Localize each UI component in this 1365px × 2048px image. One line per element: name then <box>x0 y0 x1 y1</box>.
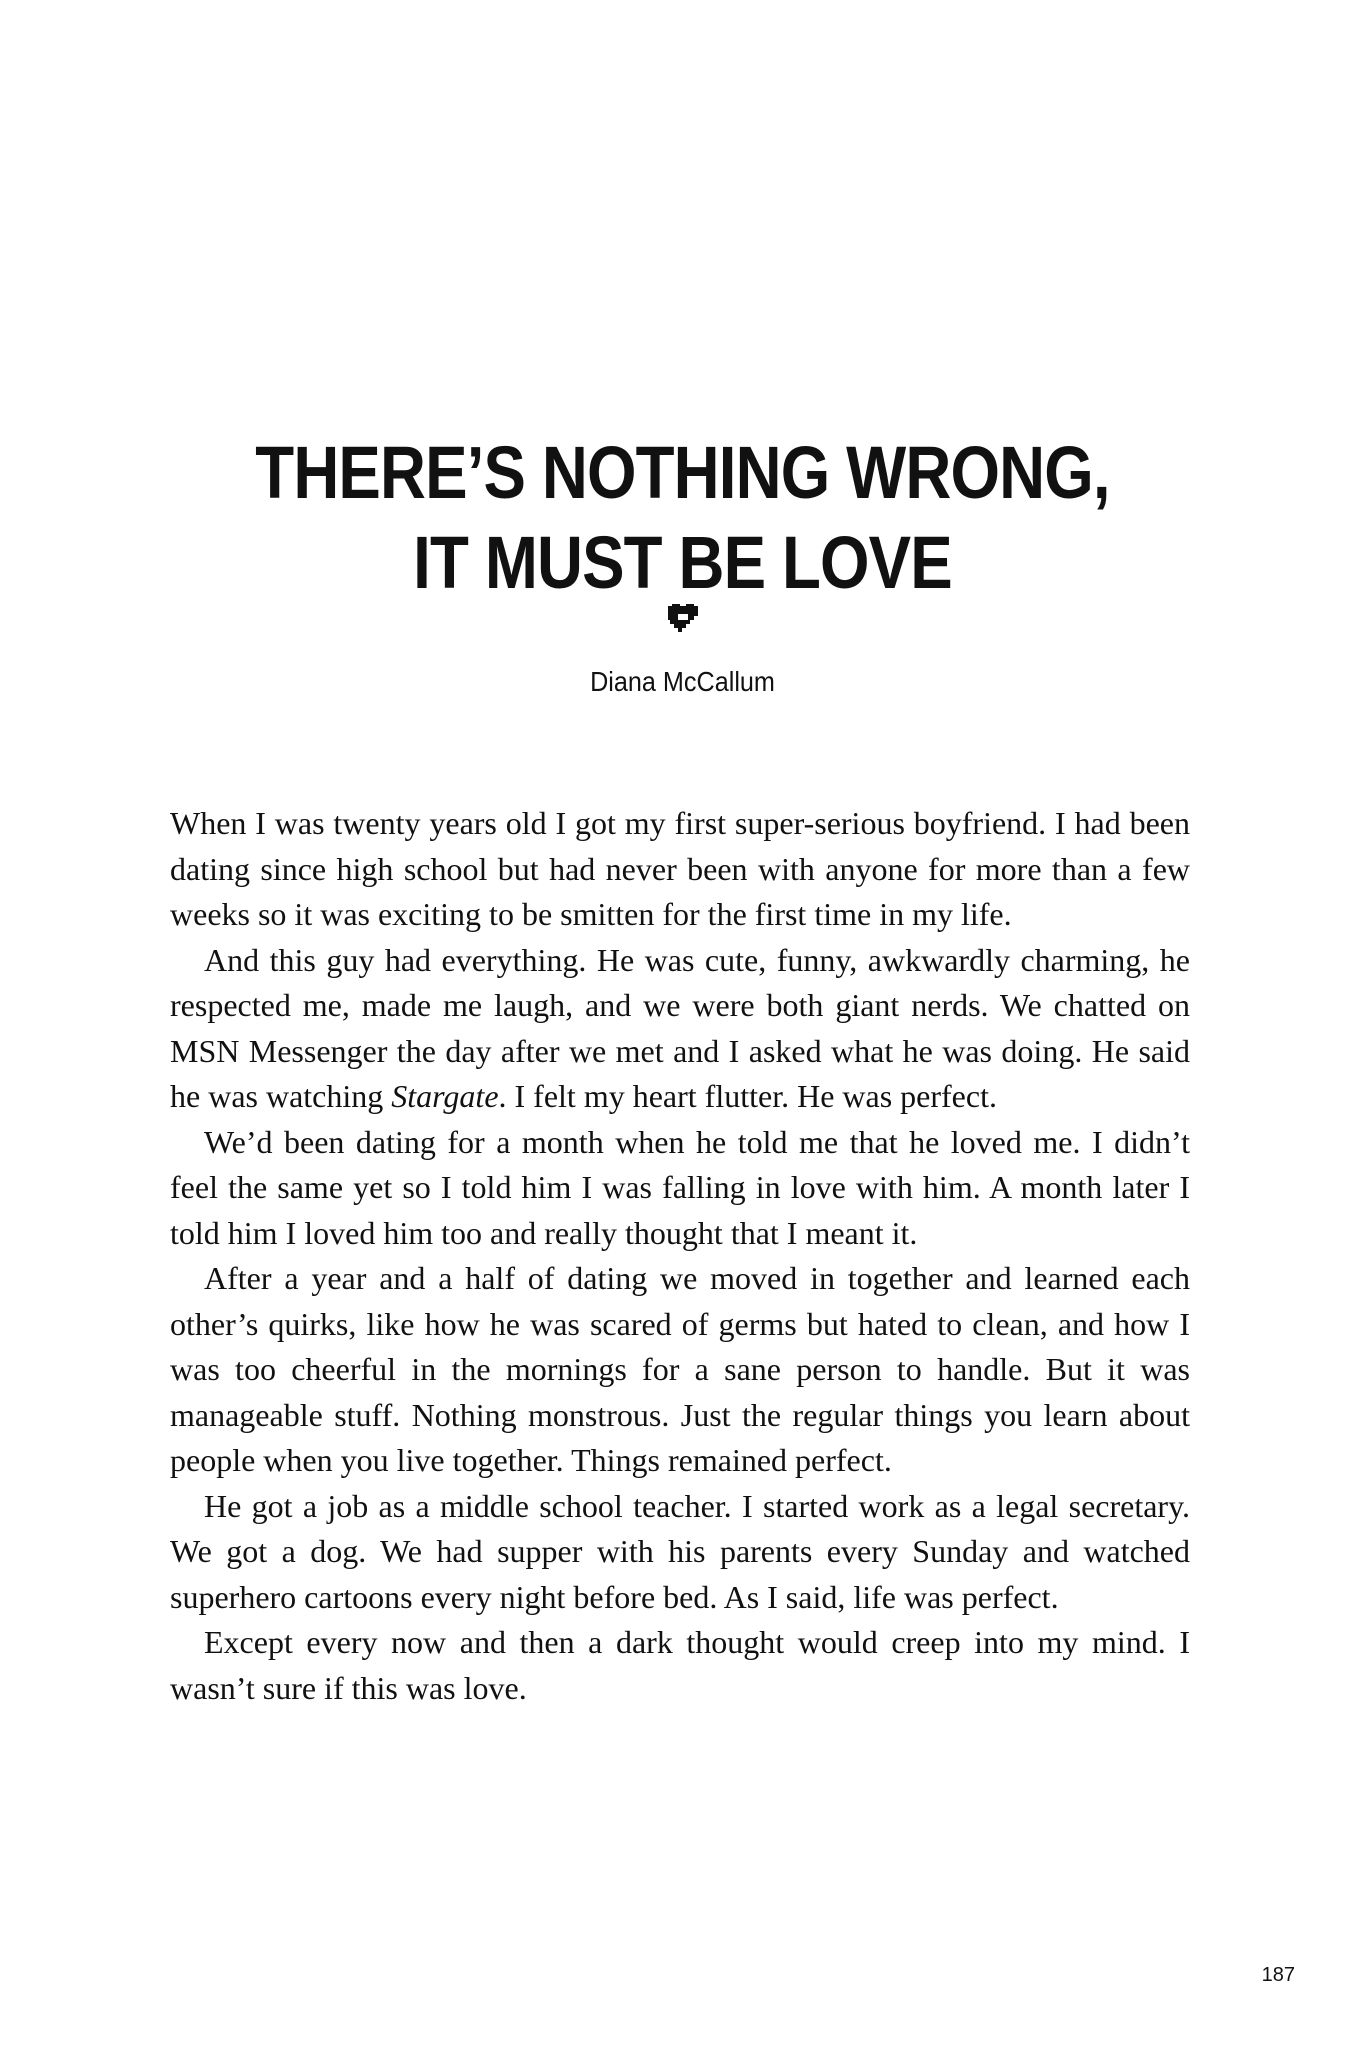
author-name: Diana McCallum <box>590 666 775 697</box>
pixel-heart-icon <box>668 604 698 632</box>
paragraph <box>170 1120 1190 1257</box>
italic-title: Stargate <box>391 1078 499 1114</box>
paragraph-text: When I was twenty years old I got my first super-serious boyfriend. I had been dating since high school but had never been with anyone for more than a few weeks so it was exciting to be smitten for the first time in my life. <box>170 805 1190 932</box>
page-number: 187 <box>1261 1964 1295 1986</box>
paragraph <box>170 1620 1190 1711</box>
paragraph-text: He got a job as a middle school teacher. I started work as a legal secretary. We got a dog. We had supper with his parents every Sunday and watched superhero cartoons every night before bed. As I said, life was perfect. <box>170 1487 1190 1615</box>
paragraph <box>170 801 1190 938</box>
paragraph-text: Except every now and then a dark thought would creep into my mind. I wasn’t sure if this was love. <box>170 1624 1190 1706</box>
paragraph-text: We’d been dating for a month when he told me that he loved me. I didn’t feel the same yet so I told him I was falling in love with him. A month later I told him I loved him too and really thought that I meant it. <box>170 1123 1190 1251</box>
paragraph <box>170 1256 1190 1484</box>
paragraph-text: And this guy had everything. He was cute, funny, awkwardly charming, he respected me, made me laugh, and we were both giant nerds. We chatted on MSN Messenger the day after we met and I asked what he was doing. He said he was watching <box>170 941 1190 1114</box>
chapter-title-line-1: THERE’S NOTHING WRONG, <box>255 431 1110 514</box>
paragraph-text: After a year and a half of dating we moved in together and learned each other’s quirks, like how he was scared of germs but hated to clean, and how I was too cheerful in the mornings for a sane person to handle. But it was manageable stuff. Nothing monstrous. Just the regular things you learn about people when you live together. Things remained perfect. <box>170 1260 1190 1478</box>
chapter-title-line-2: IT MUST BE LOVE <box>413 521 952 604</box>
paragraph-text-cont: . I felt my heart flutter. He was perfect. <box>498 1078 997 1114</box>
paragraph <box>170 938 1190 1120</box>
paragraph <box>170 1484 1190 1621</box>
body-text <box>170 801 1190 1711</box>
chapter-title <box>96 428 1270 608</box>
